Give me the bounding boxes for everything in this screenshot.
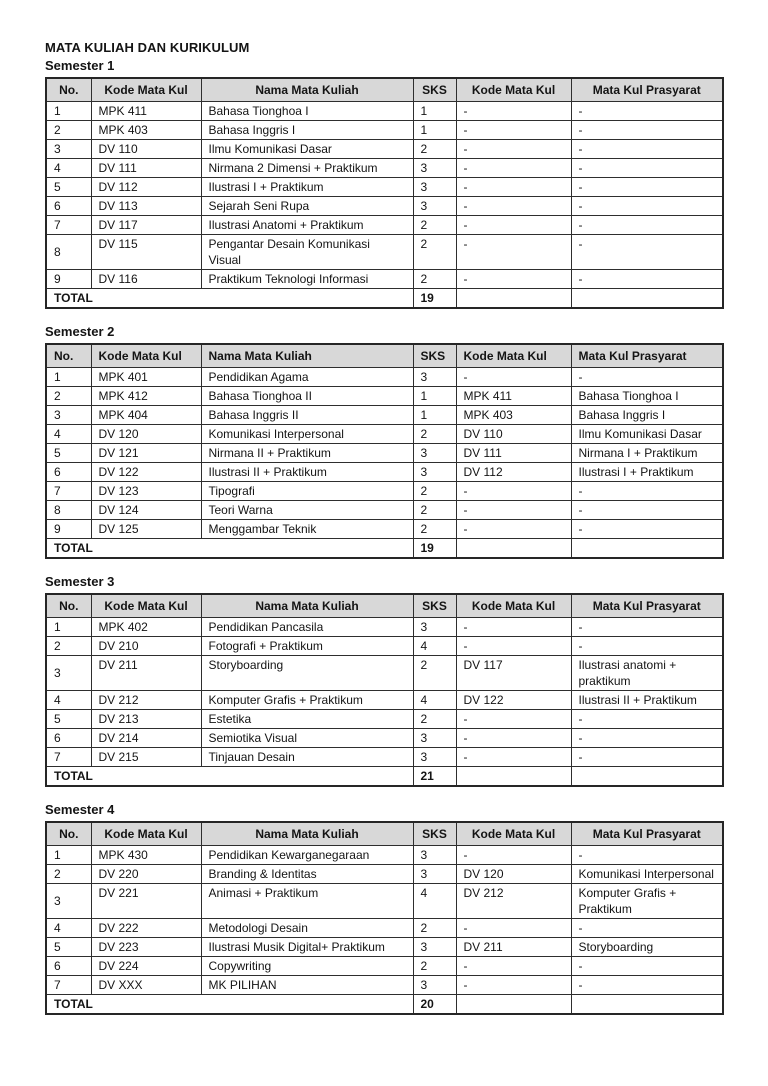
row-nama: Pendidikan Pancasila — [201, 618, 413, 637]
row-no: 2 — [46, 121, 91, 140]
row-sks: 3 — [413, 368, 456, 387]
total-row — [46, 995, 723, 1015]
row-no: 5 — [46, 178, 91, 197]
row-kode-prasyarat: - — [456, 637, 571, 656]
total-empty-prasyarat — [571, 539, 723, 559]
row-kode-prasyarat: - — [456, 618, 571, 637]
table-row — [46, 444, 723, 463]
table-row — [46, 656, 723, 691]
row-sks: 3 — [413, 748, 456, 767]
row-kode-prasyarat: - — [456, 748, 571, 767]
row-sks: 1 — [413, 121, 456, 140]
row-kode-prasyarat: DV 112 — [456, 463, 571, 482]
column-header: No. — [46, 594, 91, 618]
row-kode: DV 220 — [91, 865, 201, 884]
table-row — [46, 178, 723, 197]
column-header: Nama Mata Kuliah — [201, 822, 413, 846]
row-kode-prasyarat: - — [456, 270, 571, 289]
row-prasyarat: - — [571, 102, 723, 121]
row-kode: MPK 412 — [91, 387, 201, 406]
column-header: Kode Mata Kul — [91, 822, 201, 846]
semester-label: Semester 4 — [45, 802, 115, 817]
semester-section — [45, 58, 724, 309]
row-prasyarat: - — [571, 637, 723, 656]
row-no: 2 — [46, 387, 91, 406]
row-nama: Pendidikan Kewarganegaraan — [201, 846, 413, 865]
row-sks: 4 — [413, 884, 456, 919]
row-nama: Ilmu Komunikasi Dasar — [201, 140, 413, 159]
row-nama: Sejarah Seni Rupa — [201, 197, 413, 216]
column-header: Kode Mata Kul — [91, 594, 201, 618]
column-header: Nama Mata Kuliah — [201, 594, 413, 618]
total-label: TOTAL — [46, 289, 413, 309]
row-kode-prasyarat: - — [456, 501, 571, 520]
row-sks: 3 — [413, 618, 456, 637]
row-no: 7 — [46, 748, 91, 767]
column-header: Kode Mata Kul — [456, 78, 571, 102]
row-prasyarat: Bahasa Inggris I — [571, 406, 723, 425]
row-prasyarat: Komunikasi Interpersonal — [571, 865, 723, 884]
row-nama: Bahasa Inggris II — [201, 406, 413, 425]
row-kode-prasyarat: - — [456, 159, 571, 178]
column-header: Kode Mata Kul — [456, 594, 571, 618]
row-kode: DV 123 — [91, 482, 201, 501]
row-nama: Komputer Grafis + Praktikum — [201, 691, 413, 710]
row-kode: DV 213 — [91, 710, 201, 729]
table-row — [46, 501, 723, 520]
row-nama: Bahasa Tionghoa I — [201, 102, 413, 121]
row-nama: Pengantar Desain Komunikasi Visual — [201, 235, 413, 270]
row-kode: DV 224 — [91, 957, 201, 976]
row-kode-prasyarat: - — [456, 197, 571, 216]
row-kode-prasyarat: - — [456, 919, 571, 938]
row-nama: Ilustrasi Musik Digital+ Praktikum — [201, 938, 413, 957]
row-kode: DV 111 — [91, 159, 201, 178]
table-row — [46, 976, 723, 995]
column-header: Kode Mata Kul — [91, 78, 201, 102]
row-kode-prasyarat: DV 122 — [456, 691, 571, 710]
row-no: 6 — [46, 729, 91, 748]
row-kode: DV 115 — [91, 235, 201, 270]
row-sks: 3 — [413, 178, 456, 197]
row-sks: 2 — [413, 957, 456, 976]
row-no: 8 — [46, 501, 91, 520]
row-sks: 1 — [413, 387, 456, 406]
row-no: 6 — [46, 197, 91, 216]
row-kode: DV 215 — [91, 748, 201, 767]
column-header: Mata Kul Prasyarat — [571, 594, 723, 618]
row-no: 4 — [46, 691, 91, 710]
row-kode: DV 222 — [91, 919, 201, 938]
row-kode-prasyarat: - — [456, 520, 571, 539]
row-kode: DV 122 — [91, 463, 201, 482]
total-empty-prasyarat — [571, 289, 723, 309]
column-header: Kode Mata Kul — [456, 344, 571, 368]
row-prasyarat: - — [571, 710, 723, 729]
row-kode-prasyarat: - — [456, 482, 571, 501]
row-kode: DV 124 — [91, 501, 201, 520]
row-kode: MPK 430 — [91, 846, 201, 865]
row-prasyarat: - — [571, 520, 723, 539]
row-kode: DV 110 — [91, 140, 201, 159]
row-sks: 3 — [413, 444, 456, 463]
row-kode-prasyarat: DV 111 — [456, 444, 571, 463]
row-sks: 3 — [413, 729, 456, 748]
row-prasyarat: - — [571, 748, 723, 767]
row-kode: MPK 402 — [91, 618, 201, 637]
row-kode-prasyarat: - — [456, 710, 571, 729]
row-sks: 1 — [413, 102, 456, 121]
row-kode-prasyarat: MPK 411 — [456, 387, 571, 406]
row-kode: DV 116 — [91, 270, 201, 289]
row-nama: Komunikasi Interpersonal — [201, 425, 413, 444]
row-kode-prasyarat: - — [456, 846, 571, 865]
row-no: 9 — [46, 270, 91, 289]
row-sks: 3 — [413, 976, 456, 995]
row-kode: DV 113 — [91, 197, 201, 216]
total-empty-kode — [456, 767, 571, 787]
row-nama: Praktikum Teknologi Informasi — [201, 270, 413, 289]
row-kode: MPK 403 — [91, 121, 201, 140]
row-no: 2 — [46, 637, 91, 656]
row-prasyarat: - — [571, 159, 723, 178]
column-header: No. — [46, 822, 91, 846]
row-prasyarat: Ilmu Komunikasi Dasar — [571, 425, 723, 444]
row-prasyarat: - — [571, 178, 723, 197]
row-kode-prasyarat: DV 212 — [456, 884, 571, 919]
total-label: TOTAL — [46, 539, 413, 559]
row-nama: Estetika — [201, 710, 413, 729]
row-prasyarat: - — [571, 121, 723, 140]
row-kode: DV 211 — [91, 656, 201, 691]
row-prasyarat: - — [571, 846, 723, 865]
total-sks: 19 — [413, 289, 456, 309]
row-prasyarat: Bahasa Tionghoa I — [571, 387, 723, 406]
table-row — [46, 235, 723, 270]
curriculum-table — [45, 343, 724, 559]
row-nama: Fotografi + Praktikum — [201, 637, 413, 656]
row-kode-prasyarat: DV 120 — [456, 865, 571, 884]
row-kode-prasyarat: - — [456, 121, 571, 140]
row-kode-prasyarat: - — [456, 235, 571, 270]
row-nama: Semiotika Visual — [201, 729, 413, 748]
row-prasyarat: - — [571, 368, 723, 387]
row-no: 3 — [46, 406, 91, 425]
table-row — [46, 159, 723, 178]
semester-label: Semester 3 — [45, 574, 115, 589]
row-kode-prasyarat: - — [456, 976, 571, 995]
row-nama: Copywriting — [201, 957, 413, 976]
row-nama: Bahasa Tionghoa II — [201, 387, 413, 406]
row-no: 3 — [46, 656, 91, 691]
header-row — [46, 78, 723, 102]
row-no: 2 — [46, 865, 91, 884]
curriculum-table — [45, 593, 724, 787]
row-sks: 3 — [413, 159, 456, 178]
total-sks: 19 — [413, 539, 456, 559]
table-row — [46, 748, 723, 767]
table-row — [46, 368, 723, 387]
row-kode: DV 214 — [91, 729, 201, 748]
column-header: Mata Kul Prasyarat — [571, 78, 723, 102]
total-row — [46, 289, 723, 309]
total-sks: 21 — [413, 767, 456, 787]
table-row — [46, 710, 723, 729]
semester-section — [45, 324, 724, 559]
table-row — [46, 406, 723, 425]
row-kode-prasyarat: - — [456, 216, 571, 235]
table-row — [46, 520, 723, 539]
total-label: TOTAL — [46, 995, 413, 1015]
row-sks: 2 — [413, 140, 456, 159]
table-row — [46, 884, 723, 919]
row-sks: 2 — [413, 235, 456, 270]
row-kode: DV 210 — [91, 637, 201, 656]
table-row — [46, 197, 723, 216]
total-row — [46, 539, 723, 559]
row-prasyarat: - — [571, 140, 723, 159]
row-no: 7 — [46, 216, 91, 235]
column-header: SKS — [413, 594, 456, 618]
row-kode-prasyarat: - — [456, 729, 571, 748]
total-empty-kode — [456, 289, 571, 309]
row-kode: DV 112 — [91, 178, 201, 197]
row-sks: 2 — [413, 425, 456, 444]
row-sks: 3 — [413, 846, 456, 865]
table-row — [46, 140, 723, 159]
row-sks: 2 — [413, 216, 456, 235]
row-sks: 3 — [413, 865, 456, 884]
row-no: 1 — [46, 102, 91, 121]
row-kode: DV XXX — [91, 976, 201, 995]
row-kode-prasyarat: - — [456, 178, 571, 197]
table-row — [46, 957, 723, 976]
table-row — [46, 618, 723, 637]
row-nama: Pendidikan Agama — [201, 368, 413, 387]
semester-label: Semester 2 — [45, 324, 115, 339]
semester-label: Semester 1 — [45, 58, 115, 73]
row-no: 8 — [46, 235, 91, 270]
row-sks: 2 — [413, 270, 456, 289]
column-header: SKS — [413, 822, 456, 846]
row-kode: DV 212 — [91, 691, 201, 710]
curriculum-table — [45, 77, 724, 309]
row-no: 5 — [46, 710, 91, 729]
row-no: 5 — [46, 938, 91, 957]
row-no: 1 — [46, 618, 91, 637]
row-prasyarat: Ilustrasi anatomi + praktikum — [571, 656, 723, 691]
row-nama: Bahasa Inggris I — [201, 121, 413, 140]
row-kode-prasyarat: DV 110 — [456, 425, 571, 444]
row-prasyarat: Ilustrasi I + Praktikum — [571, 463, 723, 482]
column-header: Kode Mata Kul — [91, 344, 201, 368]
row-kode-prasyarat: DV 117 — [456, 656, 571, 691]
row-kode-prasyarat: - — [456, 957, 571, 976]
row-kode: DV 121 — [91, 444, 201, 463]
table-row — [46, 387, 723, 406]
row-kode-prasyarat: DV 211 — [456, 938, 571, 957]
row-no: 5 — [46, 444, 91, 463]
table-row — [46, 938, 723, 957]
row-nama: Animasi + Praktikum — [201, 884, 413, 919]
column-header: Nama Mata Kuliah — [201, 344, 413, 368]
row-prasyarat: - — [571, 482, 723, 501]
row-kode-prasyarat: - — [456, 102, 571, 121]
total-row — [46, 767, 723, 787]
row-sks: 3 — [413, 197, 456, 216]
row-no: 3 — [46, 884, 91, 919]
table-row — [46, 102, 723, 121]
row-prasyarat: - — [571, 270, 723, 289]
row-prasyarat: - — [571, 729, 723, 748]
row-prasyarat: - — [571, 235, 723, 270]
row-no: 4 — [46, 425, 91, 444]
row-prasyarat: - — [571, 976, 723, 995]
row-prasyarat: - — [571, 618, 723, 637]
table-row — [46, 637, 723, 656]
row-no: 3 — [46, 140, 91, 159]
row-sks: 3 — [413, 938, 456, 957]
total-empty-prasyarat — [571, 995, 723, 1015]
row-sks: 2 — [413, 520, 456, 539]
row-sks: 2 — [413, 482, 456, 501]
table-row — [46, 121, 723, 140]
row-nama: Tinjauan Desain — [201, 748, 413, 767]
row-nama: MK PILIHAN — [201, 976, 413, 995]
row-prasyarat: - — [571, 957, 723, 976]
row-prasyarat: Ilustrasi II + Praktikum — [571, 691, 723, 710]
column-header: SKS — [413, 344, 456, 368]
column-header: SKS — [413, 78, 456, 102]
row-prasyarat: - — [571, 216, 723, 235]
row-no: 7 — [46, 482, 91, 501]
row-nama: Nirmana II + Praktikum — [201, 444, 413, 463]
row-sks: 2 — [413, 656, 456, 691]
semester-section — [45, 574, 724, 787]
row-no: 9 — [46, 520, 91, 539]
column-header: Mata Kul Prasyarat — [571, 344, 723, 368]
row-nama: Nirmana 2 Dimensi + Praktikum — [201, 159, 413, 178]
row-sks: 4 — [413, 637, 456, 656]
row-kode: MPK 404 — [91, 406, 201, 425]
row-prasyarat: - — [571, 501, 723, 520]
row-nama: Ilustrasi I + Praktikum — [201, 178, 413, 197]
row-prasyarat: Komputer Grafis + Praktikum — [571, 884, 723, 919]
row-sks: 2 — [413, 919, 456, 938]
row-no: 6 — [46, 463, 91, 482]
row-kode: DV 125 — [91, 520, 201, 539]
table-row — [46, 919, 723, 938]
row-nama: Menggambar Teknik — [201, 520, 413, 539]
table-row — [46, 270, 723, 289]
row-sks: 3 — [413, 463, 456, 482]
column-header: No. — [46, 344, 91, 368]
table-row — [46, 729, 723, 748]
row-kode: DV 120 — [91, 425, 201, 444]
table-row — [46, 482, 723, 501]
row-sks: 2 — [413, 501, 456, 520]
row-kode: DV 117 — [91, 216, 201, 235]
total-empty-kode — [456, 539, 571, 559]
row-kode: MPK 401 — [91, 368, 201, 387]
table-row — [46, 691, 723, 710]
curriculum-tables — [45, 58, 724, 1015]
total-label: TOTAL — [46, 767, 413, 787]
page-title: MATA KULIAH DAN KURIKULUM — [45, 40, 250, 55]
row-kode-prasyarat: - — [456, 140, 571, 159]
row-kode-prasyarat: - — [456, 368, 571, 387]
row-no: 4 — [46, 919, 91, 938]
curriculum-table — [45, 821, 724, 1015]
row-sks: 1 — [413, 406, 456, 425]
row-kode: MPK 411 — [91, 102, 201, 121]
column-header: No. — [46, 78, 91, 102]
row-sks: 2 — [413, 710, 456, 729]
semester-section — [45, 802, 724, 1015]
row-no: 6 — [46, 957, 91, 976]
table-row — [46, 846, 723, 865]
table-row — [46, 463, 723, 482]
column-header: Nama Mata Kuliah — [201, 78, 413, 102]
header-row — [46, 344, 723, 368]
row-nama: Ilustrasi Anatomi + Praktikum — [201, 216, 413, 235]
row-no: 4 — [46, 159, 91, 178]
table-row — [46, 216, 723, 235]
row-kode-prasyarat: MPK 403 — [456, 406, 571, 425]
row-sks: 4 — [413, 691, 456, 710]
table-row — [46, 425, 723, 444]
row-kode: DV 223 — [91, 938, 201, 957]
row-prasyarat: Storyboarding — [571, 938, 723, 957]
row-no: 1 — [46, 846, 91, 865]
row-prasyarat: - — [571, 197, 723, 216]
row-prasyarat: Nirmana I + Praktikum — [571, 444, 723, 463]
column-header: Mata Kul Prasyarat — [571, 822, 723, 846]
row-kode: DV 221 — [91, 884, 201, 919]
header-row — [46, 822, 723, 846]
row-nama: Tipografi — [201, 482, 413, 501]
row-nama: Teori Warna — [201, 501, 413, 520]
total-empty-kode — [456, 995, 571, 1015]
row-prasyarat: - — [571, 919, 723, 938]
table-row — [46, 865, 723, 884]
header-row — [46, 594, 723, 618]
row-no: 1 — [46, 368, 91, 387]
total-sks: 20 — [413, 995, 456, 1015]
row-nama: Storyboarding — [201, 656, 413, 691]
row-no: 7 — [46, 976, 91, 995]
row-nama: Ilustrasi II + Praktikum — [201, 463, 413, 482]
row-nama: Branding & Identitas — [201, 865, 413, 884]
column-header: Kode Mata Kul — [456, 822, 571, 846]
row-nama: Metodologi Desain — [201, 919, 413, 938]
total-empty-prasyarat — [571, 767, 723, 787]
